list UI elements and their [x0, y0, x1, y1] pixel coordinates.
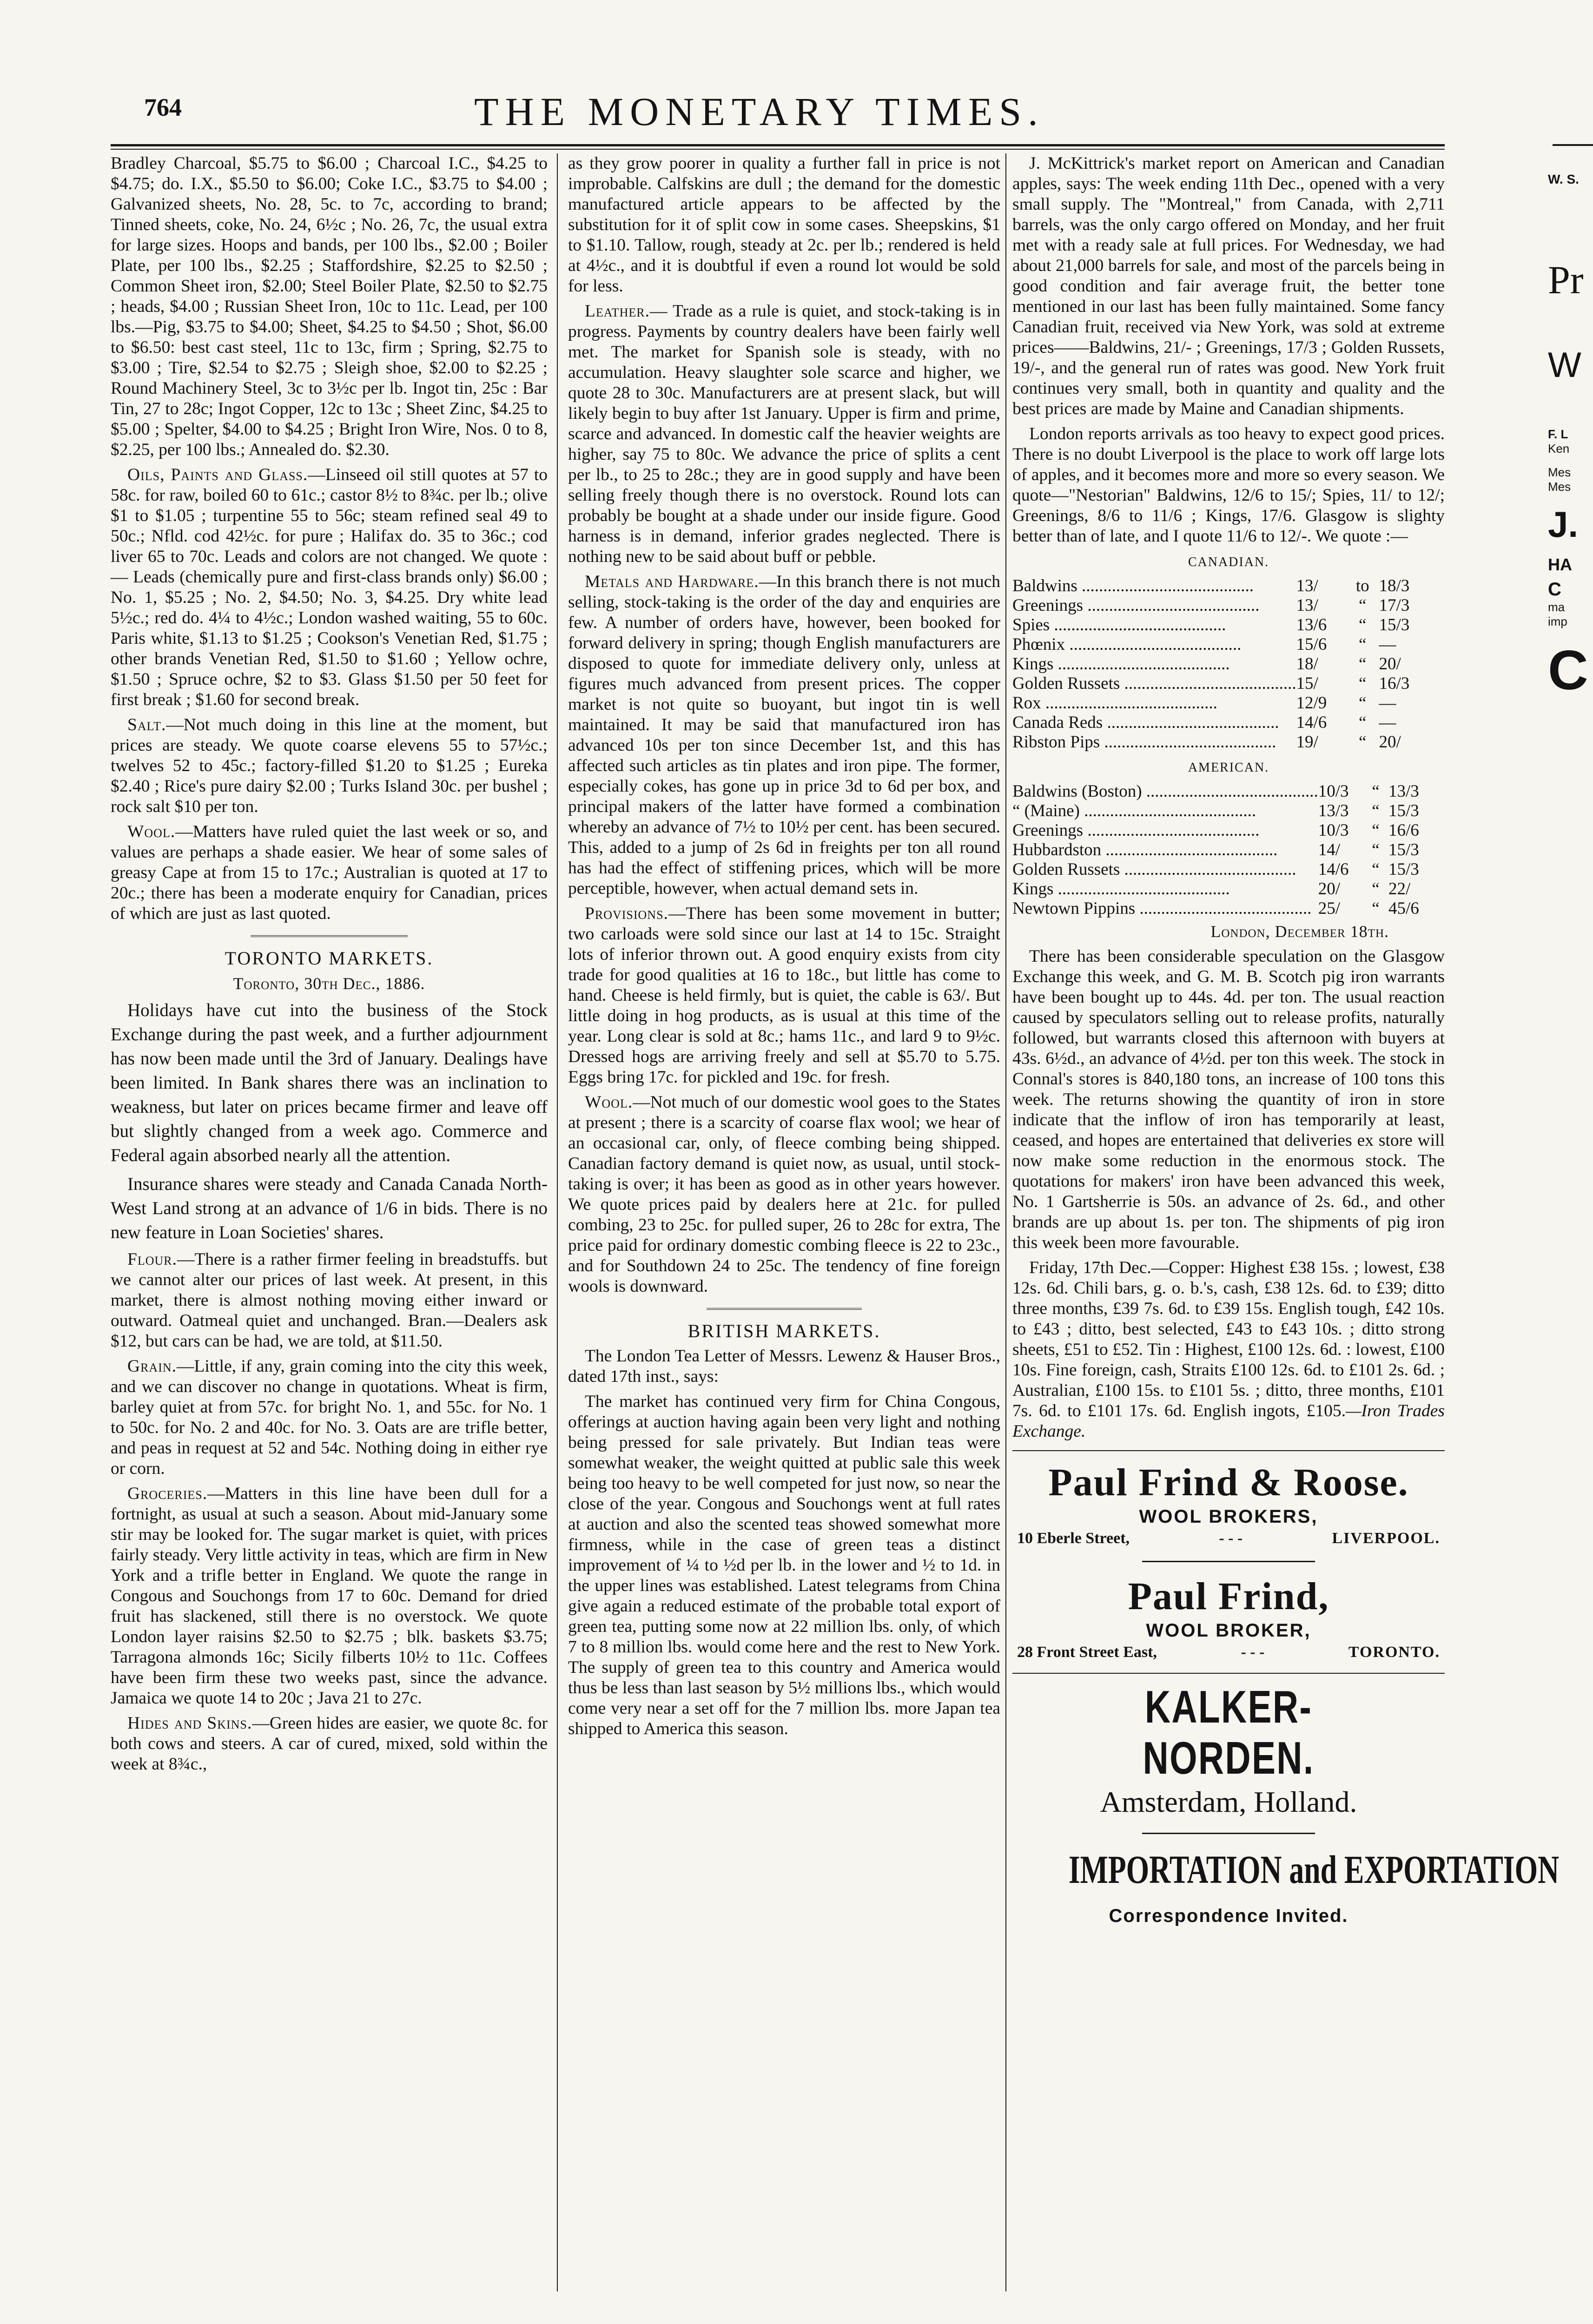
metals-continued-paragraph: Bradley Charcoal, $5.75 to $6.00 ; Charcoal I.C., $4.25 to $4.75; do. I.X., $5.50 to $6.00; Coke I.C., $3.75 to $4.00 ; Galvanized sheets, No. 28, 5c. to 7c, according to brand; Tinned sheets, coke, No. 24, 6½c ; No. 26, 7c, the usual extra for large sizes. Hoops and bands, per 100 lbs., $2.00 ; Boiler Plate, per 100 lbs., $2.25 ; Staffordshire, $2.25 to $2.50 ; Common Sheet iron, $2.00; Steel Boiler Plate, $2.50 to $2.75 ; heads, $4.00 ; Russian Sheet Iron, 10c to 11c. Lead, per 100 lbs.—Pig, $3.75 to $4.00; Sheet, $4.25 to $4.50 ; Shot, $6.00 to $6.50: best cast steel, 11c to 13c, firm ; Spring, $2.75 to $3.00 ; Tire, $2.54 to $2.75 ; Sleigh shoe, $2.00 to $2.25 ; Round Machinery Steel, 3c to 3½c per lb. Ingot tin, 25c : Bar Tin, 27 to 28c; Ingot Copper, 12c to 13c ; Sheet Zinc, $4.25 to $5.00 ; Spelter, $4.00 to $4.25 ; Bright Iron Wire, Nos. 0 to 8, $2.25, per 100 lbs.; Annealed do. $2.30.: [111, 154, 548, 459]
copper-text: Friday, 17th Dec.—Copper: Highest £38 15s. ; lowest, £38 12s. 6d. Chili bars, g. o. b.'s, cash, £38 12s. 6d. to £39; ditto three months, £39 7s. 6d. to £39 15s. English tough, £42 10s. to £43 ; ditto, best selected, £43 to £43 10s. ; ditto strong sheets, £51 to £52. Tin : Highest, £100 12s. 6d. : lowest, £100 10s. Fine foreign, cash, Straits £100 12s. 6d. to £101 2s. 6d. ; Australian, £100 15s. to £101 5s. ; ditto, three months, £101 7s. 6d. to £101 17s. 6d. English ingots, £105.: [1012, 1258, 1445, 1420]
ad3-import-export: IMPORTATION and EXPORTATION: [1068, 1847, 1560, 1892]
price-row: [1012, 713, 1445, 733]
ad2-name: Paul Frind,: [1128, 1575, 1329, 1618]
price-row: [1012, 674, 1445, 693]
apples-paragraph-1: J. McKittrick's market report on American and Canadian apples, says: The week ending 11th Dec., opened with a very small supply. The "Montreal," from Canada, with 2,711 barrels, was the only cargo offered on Monday, and her fruit met with a ready sale at full prices. For Wednesday, we had about 21,000 barrels for sale, and most of the parcels being in good condition and fair average fruit, the better tone mentioned in our last has been fully maintained. Some fancy Canadian fruit, received via New York, was sold at extreme prices——Baldwins, 21/- ; Greenings, 17/3 ; Golden Russets, 19/-, and the general run of rates was good. New York fruit continues very small, both in quantity and quality and the best prices are made by Maine and Canadian shipments.: [1012, 154, 1445, 418]
price-low: 15/: [1296, 674, 1318, 693]
edge-fragment: C: [1548, 639, 1588, 701]
price-high: 20/: [1379, 654, 1401, 673]
groceries-paragraph: [111, 1484, 548, 1709]
price-low: 14/6: [1296, 713, 1327, 732]
price-separator: to: [1355, 576, 1369, 595]
flour-text: —There is a rather firmer feeling in breadstuffs. but we cannot alter our prices of last week. At present, in this market, there is almost nothing moving either inward or outward. Oatmeal quiet and unchanged. Bran.—Dealers ask $12, but cars can be had, we are told, at $11.50.: [111, 1250, 548, 1351]
salt-text: —Not much doing in this line at the moment, but prices are steady. We quote coarse elevens 55 to 57½c.; twelves 52 to 45c.; factory-filled $1.20 to $1.25 ; Eureka $2.40 ; Rice's pure dairy $2.00 ; Turks Island 30c. per bushel ; rock salt $10 per ton.: [111, 715, 548, 816]
wool-domestic-text: —Not much of our domestic wool goes to the States at present ; there is a scarcity of coarse flax wool; we hear of an occasional car, only, of fleece combing being shipped. Canadian factory demand is quiet now, as usual, until stock-taking is over; it has been as good as in other years however. We quote prices paid by dealers here at 21c. for pulled combing, 23 to 25c. for pulled super, 26 to 28c for extra, The price paid for ordinary domestic combing fleece is 22 to 23c., and for Southdown 24 to 25c. The tendency of fine foreign wools is downward.: [568, 1093, 1000, 1296]
iron-paragraph: There has been considerable speculation on the Glasgow Exchange this week, and G. M. B. Scotch pig iron warrants have been bought up to 44s. 4d. per ton. The usual reaction caused by speculators selling out to release profits, naturally followed, but warrants closed this afternoon with buyers at 43s. 6½d., an advance of 4½d. per ton this week. The stock in Connal's stores is 840,180 tons, an increase of 100 tons this week. The returns showing the quantity of iron in store indicate that the inflow of iron has temporarily at least, ceased, and hopes are entertained that deliveries ex store will now make some reduction in the enormous stock. The quotations for makers' iron have been advanced this week, No. 1 Gartsherrie is 50s. an advance of 2s. 6d., and other brands are up about 1s. per ton. The shipments of pig iron this week been more favourable.: [1012, 947, 1445, 1252]
price-high: 17/3: [1379, 596, 1410, 615]
oils-text: —Linseed oil still quotes at 57 to 58c. for raw, boiled 60 to 61c.; castor 8½ to 8¾c. per lb.; olive $1 to $1.05 ; turpentine 55 to 56c; steam refined seal 49 to 50c.; Nfld. cod 42½c. for pure ; Halifax do. 35 to 36c.; cod liver 65 to 70c. Leads and colors are not changed. We quote :— Leads (chemically pure and first-class brands only) $6.00 ; No. 1, $5.25 ; No. 2, $4.50; No. 3, $4.25. Dry white lead 5½c.; red do. 4¼ to 4½c.; London washed waiting, 55 to 60c. Paris white, $1.13 to $1.25 ; Cookson's Venetian Red, $1.75 ; other brands Venetian Red, $1.50 to $1.60 ; Yellow ochre, $1.50 ; Spruce ochre, $2 to $3. Glass $1.50 per 50 feet for first break ; $1.60 for second break.: [111, 465, 548, 709]
column-3: [1012, 153, 1560, 1926]
fruit-name: Canada Reds ........................................: [1012, 713, 1279, 732]
price-low: 20/: [1318, 879, 1341, 898]
edge-fragment: Mes: [1548, 465, 1571, 479]
price-separator: “: [1372, 821, 1380, 840]
american-table-label: AMERICAN.: [1188, 760, 1269, 775]
groceries-text: —Matters in this line have been dull for a fortnight, as usual at such a season. About mid-January some stir may be looked for. The sugar market is quiet, with prices fairly steady. Very little activity in teas, which are firm in New York and a trifle better in England. We quote the range in Congous and Souchongs from 17 to 60c. Demand for dried fruit has slackened, still there is no overstock. We quote London layer raisins $2.50 to $2.75 ; blk. baskets $3.75; Tarragona almonds 16c; Sicily filberts 10½ to 11c. Coffees have been firm these two weeks past, since the advance. Jamaica we quote 14 to 20c ; Java 21 to 27c.: [111, 1484, 548, 1708]
price-row: [1012, 733, 1445, 752]
price-separator: “: [1372, 840, 1380, 859]
price-separator: “: [1372, 860, 1380, 879]
price-high: —: [1379, 635, 1396, 654]
salt-paragraph: [111, 715, 548, 817]
ad-paul-frind-roose: [1012, 1460, 1445, 1549]
price-high: 15/3: [1388, 840, 1419, 859]
metals-paragraph: [568, 572, 1000, 899]
edge-fragment: Mes: [1548, 480, 1571, 494]
fruit-name: “ (Maine) ........................................: [1012, 801, 1256, 820]
ad2-address-line: [1012, 1642, 1445, 1663]
price-row: [1012, 899, 1445, 918]
price-low: 25/: [1318, 899, 1341, 918]
ad2-subtitle: WOOL BROKER,: [1146, 1620, 1311, 1641]
ad-kalker-norden: [1012, 1681, 1560, 1926]
price-row: [1012, 879, 1445, 899]
price-high: —: [1379, 713, 1396, 732]
ad1-address: 10 Eberle Street,: [1017, 1530, 1130, 1547]
british-paragraph-2: The market has continued very firm for China Congous, offerings at auction having again been very light and nothing being pressed for sale privately. But Indian teas were somewhat weaker, the weight quitted at public sale this week being too heavy to be well competed for just now, so near the close of the year. Congous and Souchongs went at full rates at auction and also the scented teas showed somewhat more firmness, while in the case of green teas a distinct improvement of ¼ to ½d per lb. in the lower and ½ to 1d. in the upper lines was established. Latest telegrams from China give again a reduced estimate of the probable total export of green tea, putting some now at 22 million lbs. only, of which 7 to 8 million lbs. would come here and the rest to New York. The supply of green tea to this country and America would thus be less than last season by 5½ millions lbs., which would come very near a set off for the 7 million lbs. more Japan tea shipped to America this season.: [568, 1392, 1000, 1738]
price-separator: “: [1372, 801, 1380, 820]
ad1-dashes: - - -: [1219, 1530, 1243, 1547]
section-separator: [707, 1308, 862, 1310]
column-1: [111, 153, 548, 1779]
fruit-name: Ribston Pips ........................................: [1012, 733, 1276, 752]
wool-domestic-heading: Wool.: [585, 1093, 633, 1112]
metals-heading: Metals and Hardware.: [585, 572, 759, 591]
hides-continued-paragraph: as they grow poorer in quality a further fall in price is not improbable. Calfskins are dull ; the demand for the domestic manufactured article appears to be affected by the substitution for it of split cow in some cases. Sheepskins, $1 to $1.10. Tallow, rough, steady at 2c. per lb.; rendered is held at 4½c., and it is doubtful if even a round lot would be sold for less.: [568, 154, 1000, 296]
edge-fragment: W: [1548, 345, 1581, 385]
edge-fragment: HA: [1548, 555, 1572, 574]
toronto-paragraph-1: Holidays have cut into the business of the Stock Exchange during the past week, and a further adjournment has now been made until the 3rd of January. Dealings have been limited. In Bank shares there was an inclination to weakness, but later on prices became firmer and leave off but slightly changed from a week ago. Commerce and Federal again absorbed nearly all the attention.: [111, 1000, 548, 1165]
price-high: 15/3: [1379, 615, 1410, 634]
price-high: 16/3: [1379, 674, 1410, 693]
provisions-text: —There has been some movement in butter; two carloads were sold since our last at 14 to 15c. Straight lots of inferior thrown out. A good enquiry exists from city trade for good qualities at 16 to 18c., but little has come to hand. Cheese is held firmly, but is quiet, the cable is 63/. But little doing in hog products, as is usual at this time of the year. Long clear is sold at 8c.; hams 11c., and lard 9 to 9½c. Dressed hogs are arriving freely and sell at $5.70 to 5.75. Eggs bring 17c. for pickled and 19c. for fresh.: [568, 904, 1000, 1087]
price-separator: “: [1359, 674, 1367, 693]
ad1-city: LIVERPOOL.: [1332, 1530, 1440, 1547]
price-high: 15/3: [1388, 801, 1419, 820]
price-separator: “: [1359, 615, 1367, 634]
page-number: 764: [144, 93, 182, 121]
header-rule-top: [111, 144, 1445, 146]
page-header: [139, 88, 1441, 139]
price-high: —: [1379, 693, 1396, 713]
edge-fragment: ma: [1548, 600, 1565, 614]
leather-paragraph: [568, 301, 1000, 567]
price-separator: “: [1372, 782, 1380, 801]
ad-separator: [1142, 1833, 1315, 1834]
column-divider-2: [1005, 153, 1006, 2291]
price-separator: “: [1359, 733, 1367, 752]
flour-heading: Flour.: [127, 1250, 178, 1269]
leather-heading: Leather.: [585, 302, 650, 321]
provisions-heading: Provisions.: [585, 904, 668, 923]
toronto-dateline: Toronto, 30th Dec., 1886.: [233, 974, 425, 993]
fruit-name: Greenings ........................................: [1012, 821, 1260, 840]
price-low: 18/: [1296, 654, 1318, 673]
oils-heading: Oils, Paints and Glass.: [127, 465, 308, 484]
price-low: 13/6: [1296, 615, 1327, 634]
edge-fragment: F. L: [1548, 427, 1568, 441]
price-high: 18/3: [1379, 576, 1410, 595]
price-row: [1012, 635, 1445, 654]
price-separator: “: [1359, 635, 1367, 654]
price-row: [1012, 615, 1445, 635]
provisions-paragraph: [568, 904, 1000, 1088]
header-rule-bottom: [111, 149, 1445, 150]
flour-paragraph: [111, 1249, 548, 1352]
groceries-heading: Groceries.: [127, 1484, 208, 1503]
british-paragraph-1: The London Tea Letter of Messrs. Lewenz & Hauser Bros., dated 17th inst., says:: [568, 1347, 1000, 1386]
edge-rule: [1553, 144, 1593, 146]
price-row: [1012, 693, 1445, 713]
fruit-name: Spies ........................................: [1012, 615, 1226, 634]
ad-paul-frind: [1012, 1574, 1445, 1663]
leather-text: — Trade as a rule is quiet, and stock-taking is in progress. Payments by country dealers have been fairly well met. The market for Spanish sole is steady, with no accumulation. Heavy slaughter sole scarce and higher, we quote 28 to 30c. Manufacturers are at present slack, but will likely begin to buy after 1st January. Upper is firm and prime, scarce and advanced. In domestic calf the heavier weights are higher, say 75 to 80c. We advance the price of splits a cent per lb., to 25 to 28c.; they are in good supply and have been selling freely though there is no overstock. Round lots can probably be bought at a shade under our inside figure. Good harness is in demand, inferior grades neglected. There is nothing new to be said about buff or pebble.: [568, 302, 1000, 566]
masthead-title: THE MONETARY TIMES.: [474, 89, 1044, 134]
price-separator: “: [1372, 899, 1380, 918]
ad-rule: [1012, 1673, 1445, 1674]
ad1-address-line: [1012, 1528, 1445, 1549]
price-low: 14/6: [1318, 860, 1349, 879]
price-low: 19/: [1296, 733, 1318, 752]
column-2: [568, 153, 1000, 1744]
fruit-name: Rox ........................................: [1012, 693, 1217, 713]
ad3-correspondence: Correspondence Invited.: [1109, 1906, 1348, 1926]
price-low: 10/3: [1318, 782, 1349, 801]
price-low: 14/: [1318, 840, 1341, 859]
canadian-table-label: CANADIAN.: [1188, 555, 1269, 569]
fruit-name: Kings ........................................: [1012, 654, 1230, 673]
price-high: 13/3: [1388, 782, 1419, 801]
apples-paragraph-2: London reports arrivals as too heavy to expect good prices. There is no doubt Liverpool is the place to work off large lots of apples, and it becomes more and more so every season. We quote—"Nestorian" Baldwins, 12/6 to 15/; Spies, 11/ to 12/; Greenings, 8/6 to 11/6 ; Kings, 17/6. Glasgow is slighty better than of late, and I quote 11/6 to 12/-. We quote :—: [1012, 424, 1445, 546]
london-dateline: London, December 18th.: [1210, 922, 1389, 941]
price-separator: “: [1359, 693, 1367, 713]
fruit-name: Baldwins (Boston) ........................................: [1012, 782, 1318, 801]
price-separator: “: [1359, 713, 1367, 732]
price-low: 15/6: [1296, 635, 1327, 654]
edge-fragment: C: [1548, 579, 1561, 600]
price-high: 45/6: [1388, 899, 1419, 918]
wool-paragraph: [111, 822, 548, 924]
price-separator: “: [1372, 879, 1380, 898]
edge-fragment: W. S.: [1548, 172, 1579, 186]
ad1-name: Paul Frind & Roose.: [1048, 1461, 1409, 1504]
hides-text: —Green hides are easier, we quote 8c. for both cows and steers. A car of cured, mixed, sold within the week at 8¾c.,: [111, 1714, 548, 1774]
fruit-name: Golden Russets ........................................: [1012, 674, 1296, 693]
column-divider-1: [557, 153, 558, 2291]
wool-text: —Matters have ruled quiet the last week or so, and values are perhaps a shade easier. We hear of some sales of greasy Cape at from 15 to 17c.; Australian is quoted at 17 to 20c.; there has been a moderate enquiry for Canadian, prices of which are just as last quoted.: [111, 822, 548, 923]
price-low: 10/3: [1318, 821, 1349, 840]
hides-heading: Hides and Skins.: [127, 1714, 252, 1733]
price-low: 13/: [1296, 576, 1318, 595]
fruit-name: Hubbardston ........................................: [1012, 840, 1278, 859]
price-separator: “: [1359, 596, 1367, 615]
ad2-city: TORONTO.: [1348, 1644, 1440, 1661]
section-separator: [251, 935, 408, 937]
edge-fragment: imp: [1548, 614, 1567, 628]
price-separator: “: [1359, 654, 1367, 673]
wool-domestic-paragraph: [568, 1092, 1000, 1297]
fruit-name: Kings ........................................: [1012, 879, 1230, 898]
adjacent-page-edge: [1548, 153, 1593, 702]
edge-fragment: Ken: [1548, 442, 1570, 456]
copper-source: —Iron Trades Exchange.: [1012, 1401, 1445, 1441]
salt-heading: Salt.: [127, 715, 166, 734]
price-row: [1012, 860, 1445, 879]
price-row: [1012, 782, 1445, 801]
metals-text: —In this branch there is not much selling, stock-taking is the order of the day and enquiries are few. A number of orders have, however, been booked for forward delivery in spring; though English manufacturers are disposed to quote for immediate delivery only, unless at figures much advanced from present prices. The copper market is not quite so buoyant, but ingot tin is well maintained. It may be said that manufactured iron has advanced 10s per ton since December 1st, and this has affected such articles as tin plates and iron pipe. The former, especially cokes, has gone up in price 3d to 6d per box, and principal makers of the latter have formed a combination whereby an advance of 7½ to 10½ per cent. has been secured. This, added to a jump of 2s 6d in freights per ton all round has had the effect of stiffening prices, which will be more perceptible, however, when actual demand sets in.: [568, 572, 1000, 898]
price-low: 12/9: [1296, 693, 1327, 713]
ad2-address: 28 Front Street East,: [1017, 1644, 1157, 1661]
price-low: 13/: [1296, 596, 1318, 615]
ad3-city: Amsterdam, Holland.: [1100, 1785, 1357, 1818]
price-high: 20/: [1379, 733, 1401, 752]
edge-fragment: J.: [1548, 504, 1579, 545]
fruit-name: Phœnix ........................................: [1012, 635, 1242, 654]
toronto-paragraph-2: Insurance shares were steady and Canada Canada North-West Land strong at an advance of 1/6 in bids. There is no new feature in Loan Societies' shares.: [111, 1174, 548, 1242]
price-row: [1012, 821, 1445, 840]
canadian-price-table: [1012, 576, 1445, 752]
fruit-name: Newtown Pippins ........................................: [1012, 899, 1312, 918]
grain-heading: Grain.: [127, 1357, 177, 1376]
ads-rule: [1012, 1450, 1445, 1451]
fruit-name: Golden Russets ........................................: [1012, 860, 1296, 879]
price-high: 22/: [1388, 879, 1411, 898]
price-high: 16/6: [1388, 821, 1419, 840]
price-row: [1012, 576, 1445, 596]
price-row: [1012, 596, 1445, 615]
grain-text: —Little, if any, grain coming into the city this week, and we can discover no change in quotations. Wheat is firm, barley quiet at from 57c. for bright No. 1, and 55c. for No. 1 to 50c. for No. 2 and 40c. for No. 3. Oats are are trifle better, and peas in request at 52 and 54c. Nothing doing in either rye or corn.: [111, 1357, 548, 1478]
american-price-table: [1012, 782, 1445, 918]
fruit-name: Baldwins ........................................: [1012, 576, 1254, 595]
british-markets-heading: BRITISH MARKETS.: [687, 1320, 881, 1341]
price-high: 15/3: [1388, 860, 1419, 879]
toronto-markets-heading: TORONTO MARKETS.: [225, 948, 434, 969]
edge-fragment: Pr: [1548, 257, 1584, 302]
price-low: 13/3: [1318, 801, 1349, 820]
ad-separator: [1142, 1561, 1315, 1562]
grain-paragraph: [111, 1356, 548, 1479]
price-row: [1012, 654, 1445, 674]
ad3-name: KALKER-NORDEN.: [1143, 1681, 1315, 1783]
ad1-subtitle: WOOL BROKERS,: [1139, 1506, 1318, 1527]
wool-heading: Wool.: [127, 822, 176, 841]
oils-paragraph: [111, 465, 548, 710]
ad2-dashes: - - -: [1241, 1644, 1265, 1661]
copper-paragraph: [1012, 1258, 1445, 1442]
price-row: [1012, 801, 1445, 821]
hides-paragraph: [111, 1713, 548, 1775]
price-row: [1012, 840, 1445, 860]
fruit-name: Greenings ........................................: [1012, 596, 1260, 615]
